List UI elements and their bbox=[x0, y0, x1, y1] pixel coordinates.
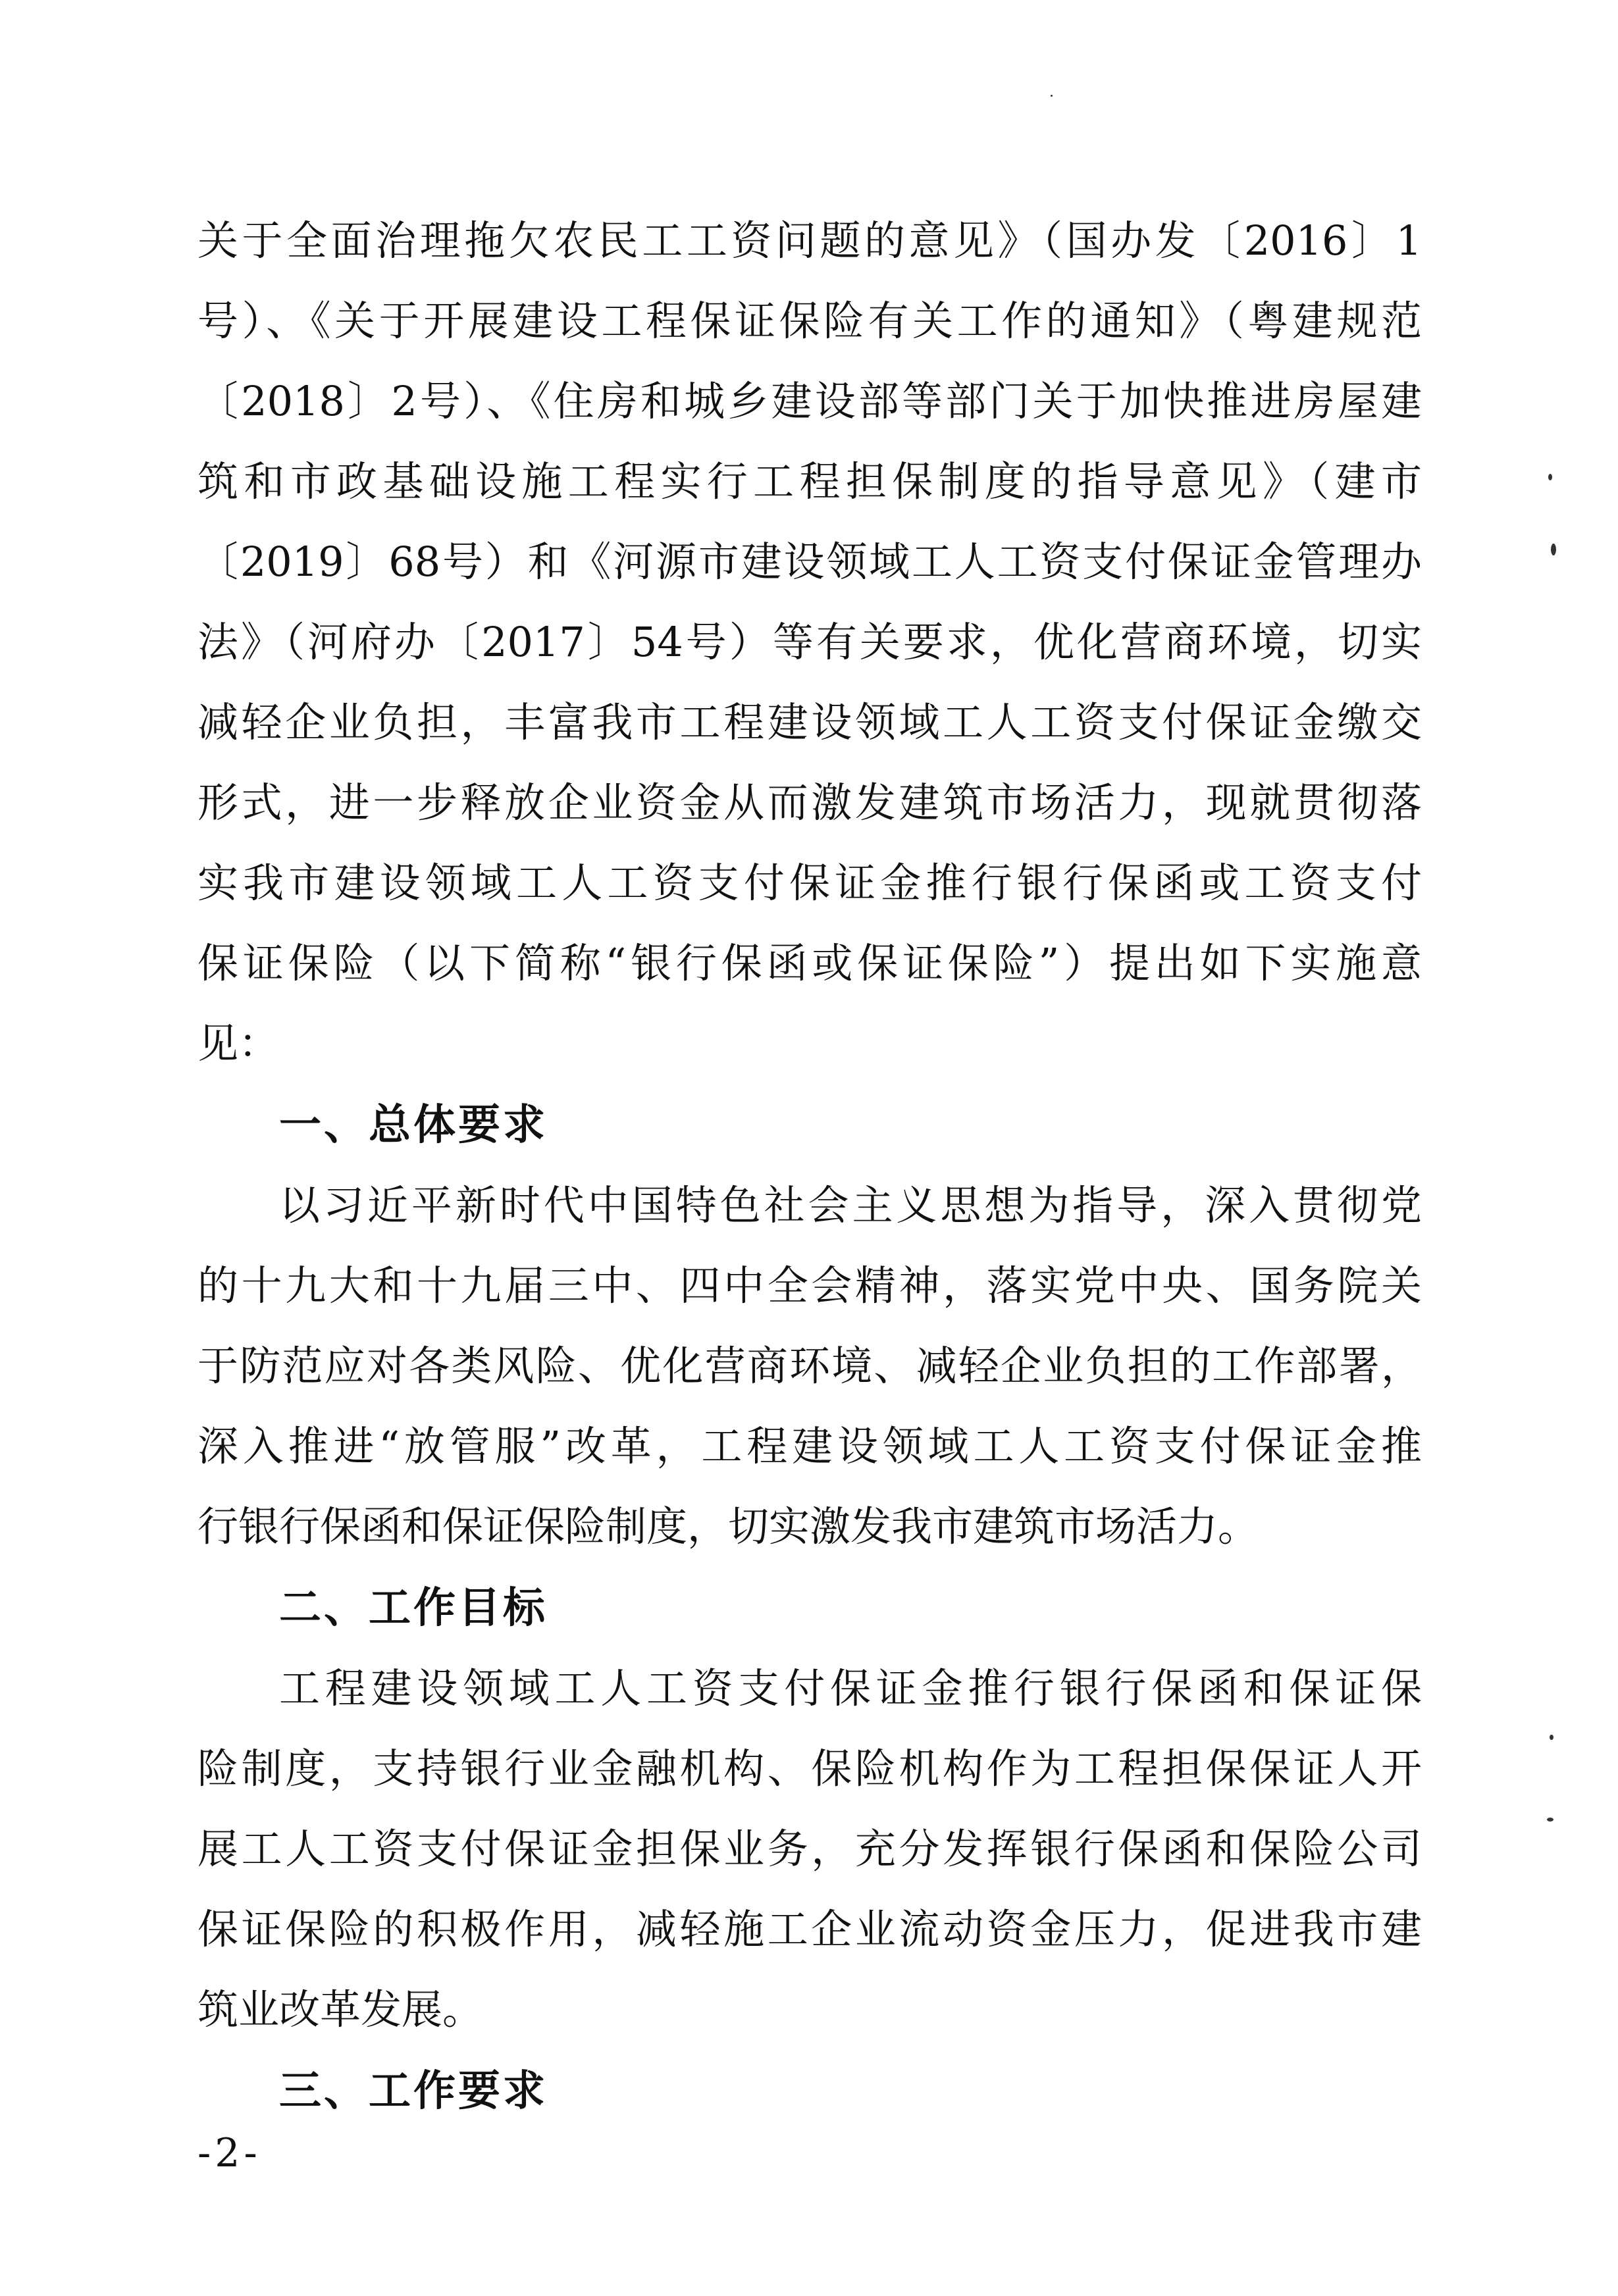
page-number: -2- bbox=[197, 2130, 261, 2176]
paragraph-line: 关于全面治理拖欠农民工工资问题的意见》（国办发〔2016〕1 bbox=[197, 217, 1422, 265]
section-heading-work-requirements: 三、工作要求 bbox=[279, 2067, 548, 2116]
paragraph-line: 形式，进一步释放企业资金从而激发建筑市场活力，现就贯彻落 bbox=[197, 778, 1422, 827]
scan-speck bbox=[1551, 544, 1556, 555]
paragraph-line: 以习近平新时代中国特色社会主义思想为指导，深入贯彻党 bbox=[279, 1181, 1422, 1229]
paragraph-line: 筑业改革发展。 bbox=[197, 1985, 484, 2033]
paragraph-line: 保证保险（以下简称“银行保函或保证保险”）提出如下实施意 bbox=[197, 939, 1422, 987]
paragraph-line: 〔2018〕2号）、《住房和城乡建设部等部门关于加快推进房屋建 bbox=[197, 377, 1422, 425]
paragraph-line: 深入推进“放管服”改革，工程建设领域工人工资支付保证金推 bbox=[197, 1422, 1422, 1470]
paragraph-line: 于防范应对各类风险、优化营商环境、减轻企业负担的工作部署， bbox=[197, 1342, 1422, 1390]
paragraph-line: 见： bbox=[197, 1019, 280, 1067]
paragraph-line: 工程建设领域工人工资支付保证金推行银行保函和保证保 bbox=[279, 1664, 1422, 1712]
paragraph-line: 行银行保函和保证保险制度，切实激发我市建筑市场活力。 bbox=[197, 1502, 1259, 1550]
scan-speck bbox=[1547, 1818, 1553, 1822]
paragraph-line: 〔2019〕68号）和《河源市建设领域工人工资支付保证金管理办 bbox=[197, 538, 1422, 586]
section-heading-work-goals: 二、工作目标 bbox=[279, 1584, 548, 1633]
paragraph-line: 险制度，支持银行业金融机构、保险机构作为工程担保保证人开 bbox=[197, 1745, 1422, 1793]
paragraph-line: 展工人工资支付保证金担保业务，充分发挥银行保函和保险公司 bbox=[197, 1825, 1422, 1873]
scan-speck bbox=[1051, 95, 1053, 97]
paragraph-line: 减轻企业负担，丰富我市工程建设领域工人工资支付保证金缴交 bbox=[197, 698, 1422, 746]
paragraph-line: 实我市建设领域工人工资支付保证金推行银行保函或工资支付 bbox=[197, 859, 1422, 907]
paragraph-line: 筑和市政基础设施工程实行工程担保制度的指导意见》（建市 bbox=[197, 457, 1422, 505]
paragraph-line: 的十九大和十九届三中、四中全会精神，落实党中央、国务院关 bbox=[197, 1262, 1422, 1310]
scan-speck bbox=[1550, 1735, 1553, 1740]
section-heading-overall-requirements: 一、总体要求 bbox=[279, 1101, 548, 1150]
paragraph-line: 保证保险的积极作用，减轻施工企业流动资金压力，促进我市建 bbox=[197, 1905, 1422, 1953]
paragraph-line: 号）、《关于开展建设工程保证保险有关工作的通知》（粤建规范 bbox=[197, 297, 1422, 345]
paragraph-line: 法》（河府办〔2017〕54号）等有关要求，优化营商环境，切实 bbox=[197, 618, 1422, 666]
scan-speck bbox=[1548, 474, 1552, 480]
